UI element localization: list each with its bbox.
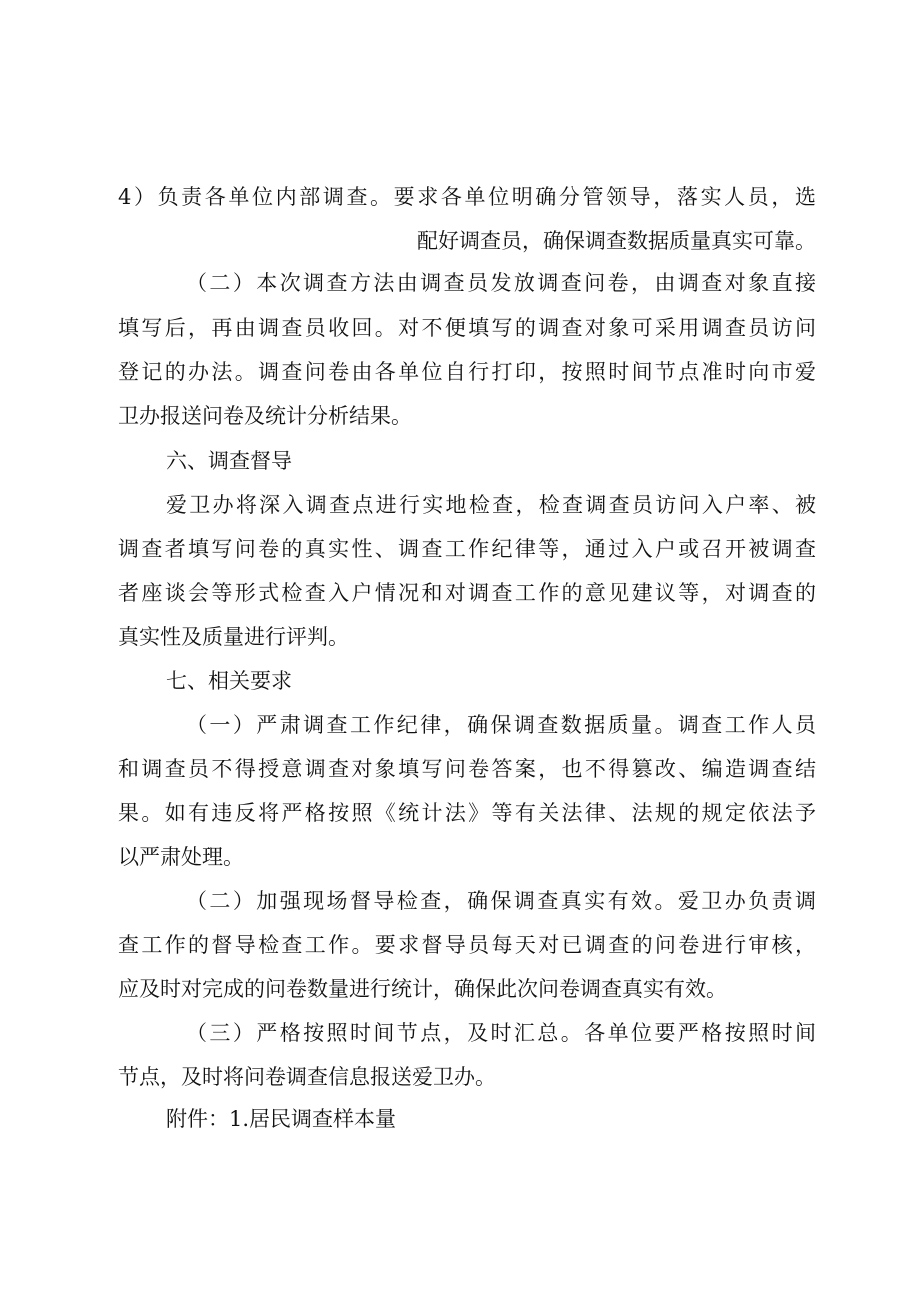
paragraph-line: （二）本次调查方法由调查员发放调查问卷，由调查对象直接 (186, 271, 816, 295)
paragraph-line: 爱卫办将深入调查点进行实地检查，检查调查员访问入户率、被 (166, 493, 816, 517)
paragraph-line: 登记的办法。调查问卷由各单位自行打印，按照时间节点准时向市爱 (118, 360, 816, 384)
paragraph-line: 调查者填写问卷的真实性、调查工作纪律等，通过入户或召开被调查 (118, 537, 816, 561)
paragraph-line: 填写后，再由调查员收回。对不便填写的调查对象可采用调查员访问 (118, 316, 816, 340)
paragraph-line: 配好调查员，确保调查数据质量真实可靠。 (417, 229, 816, 253)
section-heading: 六、调查督导 (166, 449, 292, 473)
paragraph-line: （三）严格按照时间节点，及时汇总。各单位要严格按照时间 (186, 1021, 816, 1045)
paragraph-line: 真实性及质量进行评判。 (118, 625, 349, 649)
paragraph-line: 者座谈会等形式检查入户情况和对调查工作的意见建议等，对调查的 (118, 581, 816, 605)
paragraph-line: 4）负责各单位内部调查。要求各单位明确分管领导，落实人员，选 (118, 185, 816, 209)
paragraph-line: 应及时对完成的问卷数量进行统计，确保此次问卷调查真实有效。 (118, 977, 727, 1001)
section-heading: 七、相关要求 (166, 669, 292, 693)
paragraph-line: 节点，及时将问卷调查信息报送爱卫办。 (118, 1065, 496, 1089)
attachment-line: 附件：1.居民调查样本量 (166, 1107, 397, 1131)
paragraph-line: （一）严肃调查工作纪律，确保调查数据质量。调查工作人员 (186, 713, 816, 737)
paragraph-line: 卫办报送问卷及统计分析结果。 (118, 404, 412, 428)
paragraph-line: 和调查员不得授意调查对象填写问卷答案，也不得篡改、编造调查结 (118, 757, 816, 781)
paragraph-line: （二）加强现场督导检查，确保调查真实有效。爱卫办负责调 (186, 889, 816, 913)
paragraph-line: 以严肃处理。 (118, 845, 244, 869)
paragraph-line: 查工作的督导检查工作。要求督导员每天对已调查的问卷进行审核， (118, 933, 816, 957)
paragraph-line: 果。如有违反将严格按照《统计法》等有关法律、法规的规定依法予 (118, 801, 816, 825)
